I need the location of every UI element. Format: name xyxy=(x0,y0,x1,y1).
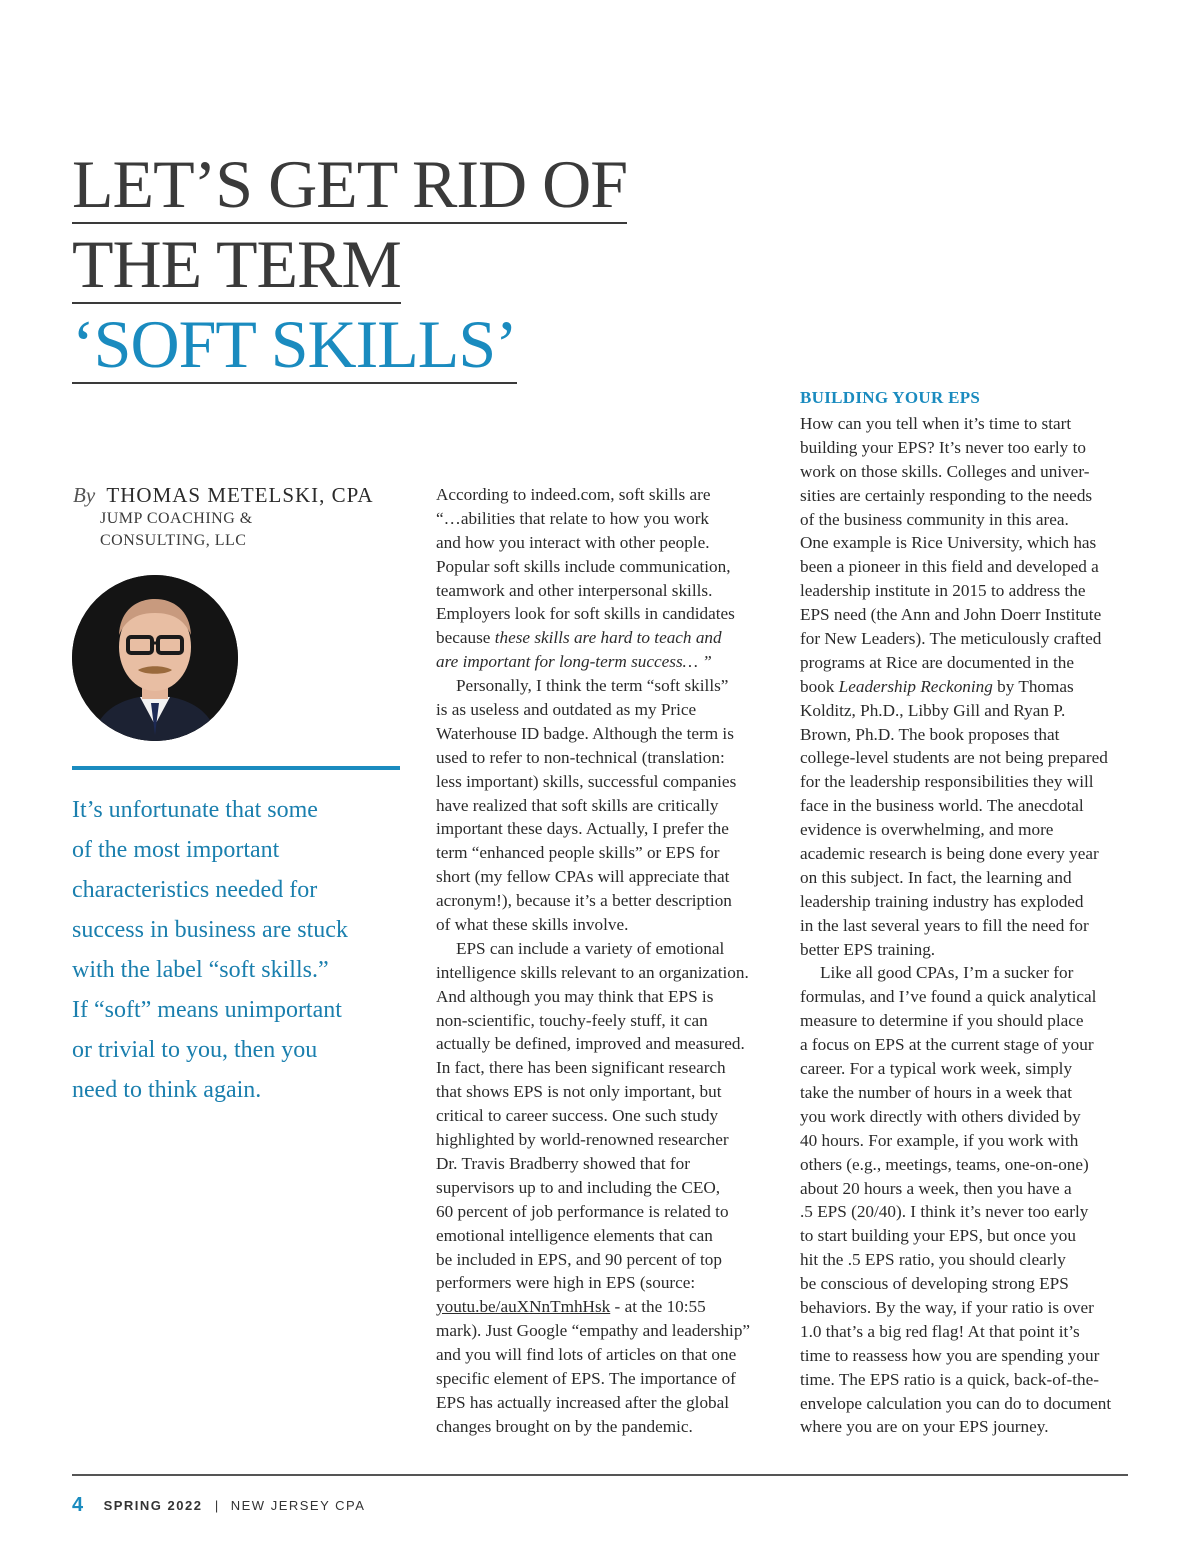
text-run: critical to career success. One such study xyxy=(436,1106,719,1126)
text-line xyxy=(436,602,776,626)
text-run: 60 percent of job performance is related to xyxy=(436,1201,729,1221)
text-run: hit the .5 EPS ratio, you should clearly xyxy=(800,1250,1066,1270)
text-line xyxy=(436,579,776,603)
byline-by: By xyxy=(73,483,96,507)
text-run: less important) skills, successful companies xyxy=(436,771,737,791)
text-line xyxy=(436,674,776,698)
text-line xyxy=(800,770,1140,794)
text-line xyxy=(436,1080,776,1104)
text-run: Personally, I think the term “soft skills” xyxy=(456,676,729,696)
text-run: is as useless and outdated as my Price xyxy=(436,700,697,720)
text-line xyxy=(436,770,776,794)
pull-quote-line: of the most important xyxy=(72,837,280,863)
text-line xyxy=(800,1105,1140,1129)
text-run: How can you tell when it’s time to start xyxy=(800,414,1072,433)
text-line xyxy=(800,1009,1140,1033)
text-run: Popular soft skills include communication, xyxy=(436,556,731,576)
text-line xyxy=(436,1176,776,1200)
text-line xyxy=(800,699,1140,723)
magazine-name: NEW JERSEY CPA xyxy=(230,1498,366,1513)
text-line xyxy=(800,890,1140,914)
italic-run: these skills are hard to teach and xyxy=(494,628,722,648)
text-run: time. The EPS ratio is a quick, back-of-the- xyxy=(800,1369,1099,1389)
text-run: short (my fellow CPAs will appreciate that xyxy=(436,867,730,887)
text-line xyxy=(436,1200,776,1224)
text-run: and how you interact with other people. xyxy=(436,532,710,552)
text-line xyxy=(436,1248,776,1272)
text-run: for New Leaders). The meticulously crafted xyxy=(800,629,1102,649)
text-run: work on those skills. Colleges and univer- xyxy=(800,461,1090,481)
issue-label: SPRING 2022 xyxy=(103,1498,203,1513)
text-line xyxy=(436,1032,776,1056)
text-line xyxy=(436,985,776,1009)
text-run: where you are on your EPS journey. xyxy=(800,1417,1049,1437)
text-line xyxy=(436,1009,776,1033)
text-run: have realized that soft skills are critically xyxy=(436,795,719,815)
text-line xyxy=(436,1295,776,1319)
text-line xyxy=(800,555,1140,579)
text-line xyxy=(800,627,1140,651)
pull-quote-line: with the label “soft skills.” xyxy=(72,957,329,983)
text-line xyxy=(800,460,1140,484)
text-line xyxy=(436,650,776,674)
text-line xyxy=(800,1320,1140,1344)
text-line xyxy=(436,1271,776,1295)
text-run: 40 hours. For example, if you work with xyxy=(800,1130,1079,1150)
text-line xyxy=(800,603,1140,627)
byline xyxy=(73,483,374,508)
text-run: of the business community in this area. xyxy=(800,509,1069,529)
text-run: sities are certainly responding to the needs xyxy=(800,485,1093,505)
text-line xyxy=(800,1177,1140,1201)
text-run: specific element of EPS. The importance of xyxy=(436,1368,736,1388)
affiliation-line-2: CONSULTING, LLC xyxy=(100,532,247,549)
text-run: and you will find lots of articles on that one xyxy=(436,1345,737,1365)
text-run: 1.0 that’s a big red flag! At that point it’s xyxy=(800,1321,1080,1341)
text-line xyxy=(800,1272,1140,1296)
text-run: be included in EPS, and 90 percent of top xyxy=(436,1249,722,1269)
text-run: In fact, there has been significant research xyxy=(436,1058,726,1078)
text-line xyxy=(800,842,1140,866)
text-run: time to reassess how you are spending your xyxy=(800,1345,1100,1365)
text-run: teamwork and other interpersonal skills. xyxy=(436,580,713,600)
text-run: highlighted by world-renowned researcher xyxy=(436,1130,729,1150)
text-line xyxy=(436,1343,776,1367)
text-run: EPS has actually increased after the global xyxy=(436,1392,730,1412)
text-line xyxy=(436,483,776,507)
text-line xyxy=(436,722,776,746)
text-run: been a pioneer in this field and developed a xyxy=(800,557,1099,577)
text-line xyxy=(436,1128,776,1152)
text-line xyxy=(436,817,776,841)
text-run: about 20 hours a week, then you have a xyxy=(800,1178,1072,1198)
text-run: others (e.g., meetings, teams, one-on-one) xyxy=(800,1154,1089,1174)
text-run: formulas, and I’ve found a quick analytical xyxy=(800,987,1097,1007)
text-run: “…abilities that relate to how you work xyxy=(436,508,710,528)
text-line xyxy=(436,746,776,770)
article-column-middle xyxy=(436,483,776,1439)
author-photo xyxy=(72,575,238,741)
text-line xyxy=(800,675,1140,699)
text-run: mark). Just Google “empathy and leadership” xyxy=(436,1321,751,1341)
text-run: EPS need (the Ann and John Doerr Institute xyxy=(800,605,1102,625)
text-run: because xyxy=(436,628,495,648)
text-line xyxy=(800,1200,1140,1224)
pull-quote-line: need to think again. xyxy=(72,1077,262,1103)
text-run: leadership institute in 2015 to address the xyxy=(800,581,1086,601)
title-line-2: THE TERM xyxy=(72,226,401,302)
text-run: to start building your EPS, but once you xyxy=(800,1226,1076,1246)
text-line xyxy=(436,698,776,722)
text-line xyxy=(800,1415,1140,1439)
text-run: acronym!), because it’s a better description xyxy=(436,891,732,911)
text-line xyxy=(800,914,1140,938)
text-run: building your EPS? It’s never too early to xyxy=(800,437,1086,457)
text-line xyxy=(800,961,1140,985)
text-run: behaviors. By the way, if your ratio is over xyxy=(800,1297,1094,1317)
text-run: take the number of hours in a week that xyxy=(800,1082,1073,1102)
text-run: face in the business world. The anecdotal xyxy=(800,796,1084,816)
text-line xyxy=(800,484,1140,508)
title-line-1: LET’S GET RID OF xyxy=(72,146,628,222)
text-line xyxy=(436,1319,776,1343)
title-line-3: ‘SOFT SKILLS’ xyxy=(72,306,517,382)
section-heading: BUILDING YOUR EPS xyxy=(800,388,981,407)
text-run: term “enhanced people skills” or EPS for xyxy=(436,843,720,863)
text-run: Employers look for soft skills in candidates xyxy=(436,604,735,624)
text-run: actually be defined, improved and measured. xyxy=(436,1034,745,1054)
text-run: performers were high in EPS (source: xyxy=(436,1273,696,1293)
text-run: Dr. Travis Bradberry showed that for xyxy=(436,1153,690,1173)
page-footer xyxy=(72,1494,365,1517)
text-run: And although you may think that EPS is xyxy=(436,986,714,1006)
pull-quote-line: success in business are stuck xyxy=(72,917,348,943)
text-line xyxy=(436,1056,776,1080)
text-run: envelope calculation you can do to document xyxy=(800,1393,1112,1413)
text-run: be conscious of developing strong EPS xyxy=(800,1274,1069,1294)
text-line xyxy=(800,508,1140,532)
text-run: for the leadership responsibilities they will xyxy=(800,772,1094,792)
text-line xyxy=(436,961,776,985)
pull-quote-rule xyxy=(72,766,400,770)
text-line xyxy=(436,531,776,555)
text-run: you work directly with others divided by xyxy=(800,1106,1081,1126)
pull-quote-line: If “soft” means unimportant xyxy=(72,997,342,1023)
text-line xyxy=(436,1224,776,1248)
text-line xyxy=(800,1224,1140,1248)
pull-quote xyxy=(72,790,402,1110)
text-line xyxy=(800,794,1140,818)
text-line xyxy=(436,794,776,818)
text-run: evidence is overwhelming, and more xyxy=(800,820,1054,840)
footer-rule xyxy=(72,1474,1128,1476)
text-line xyxy=(800,985,1140,1009)
page-number: 4 xyxy=(72,1494,84,1516)
text-line xyxy=(436,1152,776,1176)
text-run: career. For a typical work week, simply xyxy=(800,1059,1073,1079)
article-column-right xyxy=(800,412,1140,1439)
text-run: of what these skills involve. xyxy=(436,915,629,935)
text-run: According to indeed.com, soft skills are xyxy=(436,485,711,504)
text-run: emotional intelligence elements that can xyxy=(436,1225,713,1245)
text-run: Like all good CPAs, I’m a sucker for xyxy=(820,963,1074,983)
italic-run: are important for long-term success… ” xyxy=(436,652,712,672)
text-run: supervisors up to and including the CEO, xyxy=(436,1177,721,1197)
text-line xyxy=(436,1415,776,1439)
footer-separator: | xyxy=(214,1498,219,1513)
source-link[interactable]: youtu.be/auXNnTmhHsk xyxy=(436,1297,611,1317)
text-line xyxy=(800,1129,1140,1153)
pull-quote-line: It’s unfortunate that some xyxy=(72,797,318,823)
text-line xyxy=(436,841,776,865)
text-line xyxy=(436,889,776,913)
text-line xyxy=(800,723,1140,747)
pull-quote-line: characteristics needed for xyxy=(72,877,318,903)
affiliation-line-1: JUMP COACHING & xyxy=(100,510,253,527)
text-line xyxy=(436,626,776,650)
text-line xyxy=(800,938,1140,962)
text-line xyxy=(436,913,776,937)
text-line xyxy=(800,1033,1140,1057)
italic-run: Leadership Reckoning xyxy=(838,676,993,696)
text-run: academic research is being done every year xyxy=(800,844,1099,864)
text-run: Kolditz, Ph.D., Libby Gill and Ryan P. xyxy=(800,700,1066,720)
text-run: intelligence skills relevant to an organization. xyxy=(436,962,749,982)
text-line xyxy=(800,1081,1140,1105)
text-run: on this subject. In fact, the learning and xyxy=(800,867,1072,887)
text-line xyxy=(800,651,1140,675)
text-run: better EPS training. xyxy=(800,939,936,959)
text-line xyxy=(800,1368,1140,1392)
text-line xyxy=(800,579,1140,603)
text-run: in the last several years to fill the need for xyxy=(800,915,1089,935)
text-line xyxy=(800,746,1140,770)
text-line xyxy=(800,1392,1140,1416)
text-line xyxy=(436,507,776,531)
text-line xyxy=(800,1296,1140,1320)
text-run: One example is Rice University, which has xyxy=(800,533,1097,553)
text-run: - at the 10:55 xyxy=(610,1297,706,1317)
text-line xyxy=(800,1344,1140,1368)
text-run: Waterhouse ID badge. Although the term is xyxy=(436,723,734,743)
text-line xyxy=(800,412,1140,436)
text-run: leadership training industry has exploded xyxy=(800,891,1084,911)
text-line xyxy=(800,1248,1140,1272)
text-line xyxy=(800,1057,1140,1081)
text-run: a focus on EPS at the current stage of your xyxy=(800,1035,1094,1055)
text-line xyxy=(436,865,776,889)
text-line xyxy=(436,1367,776,1391)
text-line xyxy=(436,1104,776,1128)
text-run: used to refer to non-technical (translation: xyxy=(436,747,725,767)
text-run: that shows EPS is not only important, but xyxy=(436,1082,722,1102)
text-line xyxy=(800,531,1140,555)
text-run: EPS can include a variety of emotional xyxy=(456,938,725,958)
author-name: THOMAS METELSKI, CPA xyxy=(106,483,374,507)
text-run: by Thomas xyxy=(992,676,1074,696)
text-run: programs at Rice are documented in the xyxy=(800,652,1074,672)
text-run: .5 EPS (20/40). I think it’s never too early xyxy=(800,1202,1089,1222)
pull-quote-line: or trivial to you, then you xyxy=(72,1037,318,1063)
text-line xyxy=(436,555,776,579)
text-line xyxy=(800,818,1140,842)
text-run: book xyxy=(800,676,839,696)
text-line xyxy=(800,1153,1140,1177)
author-portrait-image xyxy=(72,575,238,741)
text-line xyxy=(800,866,1140,890)
text-run: measure to determine if you should place xyxy=(800,1011,1084,1031)
text-line xyxy=(800,436,1140,460)
text-run: Brown, Ph.D. The book proposes that xyxy=(800,724,1060,744)
text-run: changes brought on by the pandemic. xyxy=(436,1416,693,1436)
text-run: college-level students are not being prepared xyxy=(800,748,1108,768)
text-line xyxy=(436,937,776,961)
text-run: important these days. Actually, I prefer the xyxy=(436,819,729,839)
text-run: non-scientific, touchy-feely stuff, it can xyxy=(436,1010,708,1030)
text-line xyxy=(436,1391,776,1415)
